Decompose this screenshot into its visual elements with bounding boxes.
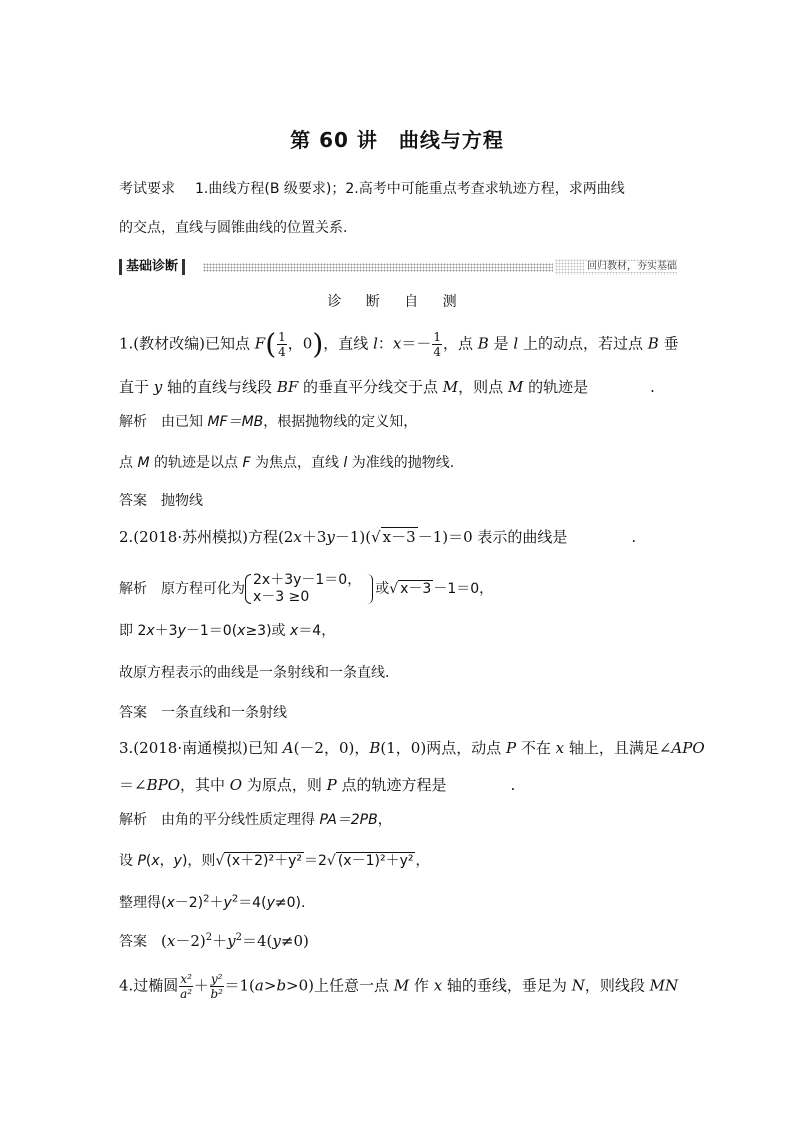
requirements-line-1: 考试要求 1.曲线方程(B 级要求)；2.高考中可能重点考查求轨迹方程，求两曲线 xyxy=(119,181,625,197)
problem-1-answer: 答案 抛物线 xyxy=(119,493,203,509)
fraction: $\frac{1}{4}$ xyxy=(433,330,442,359)
fraction: $\frac{\text{x²}}{\text{a²}}$ xyxy=(180,972,193,1001)
requirements-label: 考试要求 xyxy=(119,181,175,197)
section-tagline: 回归教材，夯实基础 xyxy=(555,259,677,275)
problem-2-answer: 答案 一条直线和一条射线 xyxy=(119,705,287,721)
problem-3-solution-3: 整理得$(x-2)^2+y^2=4(y\ne 0)$. xyxy=(119,893,306,911)
problem-2-solution-3: 故原方程表示的曲线是一条射线和一条直线. xyxy=(119,665,390,681)
problem-2-solution-1: 解析 原方程可化为 2x＋3y－1＝0， x－3 ≥0 或√ x－3 －1＝0， xyxy=(119,572,494,605)
equation-system: 2x＋3y－1＝0， x－3 ≥0 xyxy=(245,572,361,606)
problem-3-solution-2: 设 P(x，y)，则√ (x＋2)²＋y² ＝2√ (x－1)²＋y² ， xyxy=(119,853,430,869)
problem-1-line-2: 直于 y 轴的直线与线段 BF 的垂直平分线交于点 M，则点 M 的轨迹是 . xyxy=(119,378,655,396)
problem-3-solution-1: 解析 由角的平分线性质定理得 PA＝2PB， xyxy=(119,812,392,828)
section-title: 基础诊断 xyxy=(119,259,185,275)
section-subtitle: 诊 断 自 测 xyxy=(327,294,467,310)
problem-3-line-2: ＝∠BPO，其中 O 为原点，则 P 点的轨迹方程是 . xyxy=(119,776,516,794)
fraction: $\frac{\text{y²}}{\text{b²}}$ xyxy=(210,972,223,1001)
problem-1-line-1: 1.(教材改编)已知点 F( $\frac{1}{4}$ ，0)，直线 l：x＝－ $\frac{1}{4}$ ，点 B 是 l 上的动点，若过点 B 垂 xyxy=(119,327,679,361)
fraction: $\frac{1}{4}$ xyxy=(278,330,286,359)
problem-2-line-1: 2.(2018·苏州模拟)方程(2x＋3y－1)(√ x－3 －1)＝0 表示的曲线是 . xyxy=(119,528,637,546)
section-header-bar xyxy=(119,259,677,275)
section-divider xyxy=(203,263,553,272)
problem-1-solution-2: 点 M 的轨迹是以点 F 为焦点，直线 l 为准线的抛物线. xyxy=(119,455,455,471)
problem-2-solution-2: 即 2x＋3y－1＝0(x≥3)或 x＝4， xyxy=(119,623,336,639)
lesson-title: 第 60 讲 曲线与方程 xyxy=(290,128,504,152)
problem-4-line-1: 4.过椭圆 $\frac{\text{x²}}{\text{a²}}$ ＋ $\frac{\text{y²}}{\text{b²}}$ ＝1(a>b>0)上任意一点 M 作 x 轴的垂线，垂足为 N，则线段 MN xyxy=(119,972,679,1001)
requirements-line-2: 的交点，直线与圆锥曲线的位置关系. xyxy=(119,220,348,236)
problem-1-solution-1: 解析 由已知 MF＝MB，根据抛物线的定义知， xyxy=(119,414,418,430)
problem-3-line-1: 3.(2018·南通模拟)已知 A(－2，0)，B(1，0)两点，动点 P 不在 x 轴上，且满足∠APO xyxy=(119,739,705,757)
problem-3-answer: 答案 $(x-2)^2+y^2=4(y\ne 0)$ xyxy=(119,932,309,950)
